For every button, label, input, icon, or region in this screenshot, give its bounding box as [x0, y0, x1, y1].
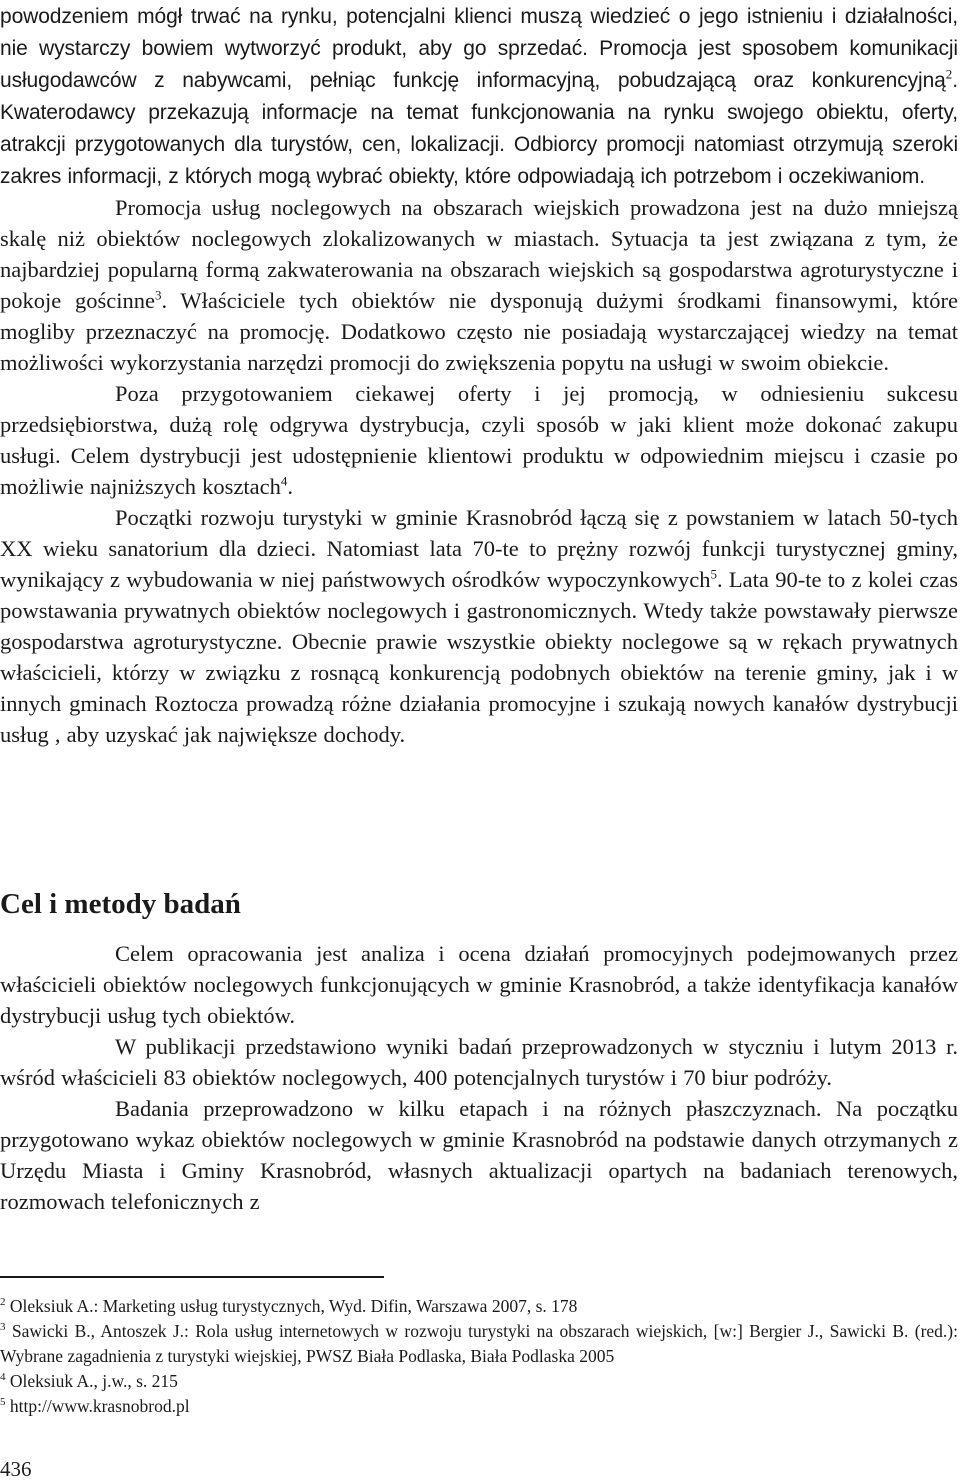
text-span: Odbiorcy promocji natomiast otrzymują szeroki zakres informacji, z których mogą wybrać obiekty, które odpowiadają ich potrzebom i oczekiwaniom. [0, 133, 959, 188]
paragraph-distribution [0, 378, 958, 502]
section-heading: Cel i metody badań [0, 888, 241, 920]
footnote-text: Oleksiuk A., j.w., s. 215 [5, 1371, 178, 1391]
footnote-text: Sawicki B., Antoszek J.: Rola usług internetowych w rozwoju turystyki na obszarach wiejskich, [w:] Bergier J., Sawicki B. (red.): Wybrane zagadnienia z turystyki wiejskiej, PWSZ Biała Podlaska, Biała Podlaska 2005 [0, 1321, 958, 1366]
footnote [0, 1394, 958, 1419]
footnote-number: 4 [0, 1371, 6, 1384]
footnote-number: 3 [0, 1321, 6, 1334]
footnote-separator [0, 1276, 384, 1278]
text-span: . [287, 474, 294, 499]
text-span: powodzeniem mógł trwać na rynku, potencjalni klienci muszą wiedzieć o jego istnieniu i działalności, nie wystarczy bowiem wytworzyć produkt, aby go sprzedać. Promocja jest sposobem komunikacji usługodawców z nabywcami, pełniąc funkcję informacyjną, pobudzającą oraz konkurencyjną [0, 5, 958, 92]
text-span: . Lata 90-te to z kolei czas powstawania prywatnych obiektów noclegowych i gastronomicznych. Wtedy także powstawały pierwsze gospodarstwa agroturystyczne. Obecnie prawie wszystkie obiekty noclegowe są w rękach prywatnych właścicieli, którzy w związku z rosnącą konkurencją podobnych obiektów na terenie gminy, jak i w innych gminach Roztocza prowadzą różne działania promocyjne i szukają nowych kanałów dystrybucji usług , aby uzyskać jak największe dochody. [0, 567, 958, 747]
footnote-number: 2 [0, 1296, 6, 1309]
paragraph-methods: Badania przeprowadzono w kilku etapach i na różnych płaszczyznach. Na początku przygotowano wykaz obiektów noclegowych w gminie Krasnobród na podstawie danych otrzymanych z Urzędu Miasta i Gminy Krasnobród, własnych aktualizacji opartych na badaniach terenowych, rozmowach telefonicznych z [0, 1096, 958, 1214]
section-text [0, 938, 958, 1217]
text-span: Poza przygotowaniem ciekawej oferty i jej promocją, w odniesieniu sukcesu przedsiębiorstwa, dużą rolę odgrywa dystrybucja, czyli sposób w jaki klient może dokonać zakupu usługi. Celem dystrybucji jest udostępnienie klientowi produktu w odpowiednim miejscu i czasie po możliwie najniższych kosztach [0, 381, 958, 499]
footnotes [0, 1294, 958, 1419]
paragraph-rural-promotion [0, 192, 958, 378]
footnote-text: http://www.krasnobrod.pl [5, 1396, 190, 1416]
footnote-ref-2: 2 [945, 66, 953, 82]
footnote-ref-4: 4 [280, 473, 288, 489]
paragraph-publication: W publikacji przedstawiono wyniki badań przeprowadzonych w styczniu i lutym 2013 r. wśród właścicieli 83 obiektów noclegowych, 400 potencjalnych turystów i 70 biur podróży. [0, 1034, 958, 1090]
footnote-number: 5 [0, 1396, 6, 1409]
paragraph-history [0, 502, 958, 750]
footnote [0, 1294, 958, 1319]
paragraph-promotion [0, 0, 958, 192]
paragraph-aim: Celem opracowania jest analiza i ocena działań promocyjnych podejmowanych przez właścicieli obiektów noclegowych funkcjonujących w gminie Krasnobród, a także identyfikacja kanałów dystrybucji usług tych obiektów. [0, 941, 958, 1028]
footnote-text: Oleksiuk A.: Marketing usług turystycznych, Wyd. Difin, Warszawa 2007, s. 178 [5, 1296, 578, 1316]
text-span: Promocja usług noclegowych na obszarach wiejskich prowadzona jest na dużo mniejszą skalę niż obiektów noclegowych zlokalizowanych w miastach. Sytuacja ta jest związana z tym, że najbardziej popularną formą zakwaterowania na obszarach wiejskich są gospodarstwa agroturystyczne i pokoje gościnne [0, 195, 958, 313]
page-number: 436 [0, 1457, 32, 1481]
footnote-ref-3: 3 [154, 287, 162, 303]
footnote [0, 1369, 958, 1394]
footnote-ref-5: 5 [710, 566, 717, 582]
text-span: Początki rozwoju turystyki w gminie Krasnobród łączą się z powstaniem w latach 50-tych XX wieku sanatorium dla dzieci. Natomiast lata 70-te to prężny rozwój funkcji turystycznej gminy, wynikający z wybudowania w niej państwowych ośrodków wypoczynkowych [0, 505, 958, 592]
text-span: . Właściciele tych obiektów nie dysponują dużymi środkami finansowymi, które mogliby przeznaczyć na promocję. Dodatkowo często nie posiadają wystarczającej wiedzy na temat możliwości wykorzystania narzędzi promocji do zwiększenia popytu na usługi w swoim obiekcie. [0, 288, 958, 375]
footnote [0, 1319, 958, 1369]
text-span: . Kwaterodawcy przekazują informacje na temat funkcjonowania na rynku swojego obiektu, oferty, atrakcji przygotowanych dla turystów, cen, lokalizacji. [0, 69, 958, 156]
